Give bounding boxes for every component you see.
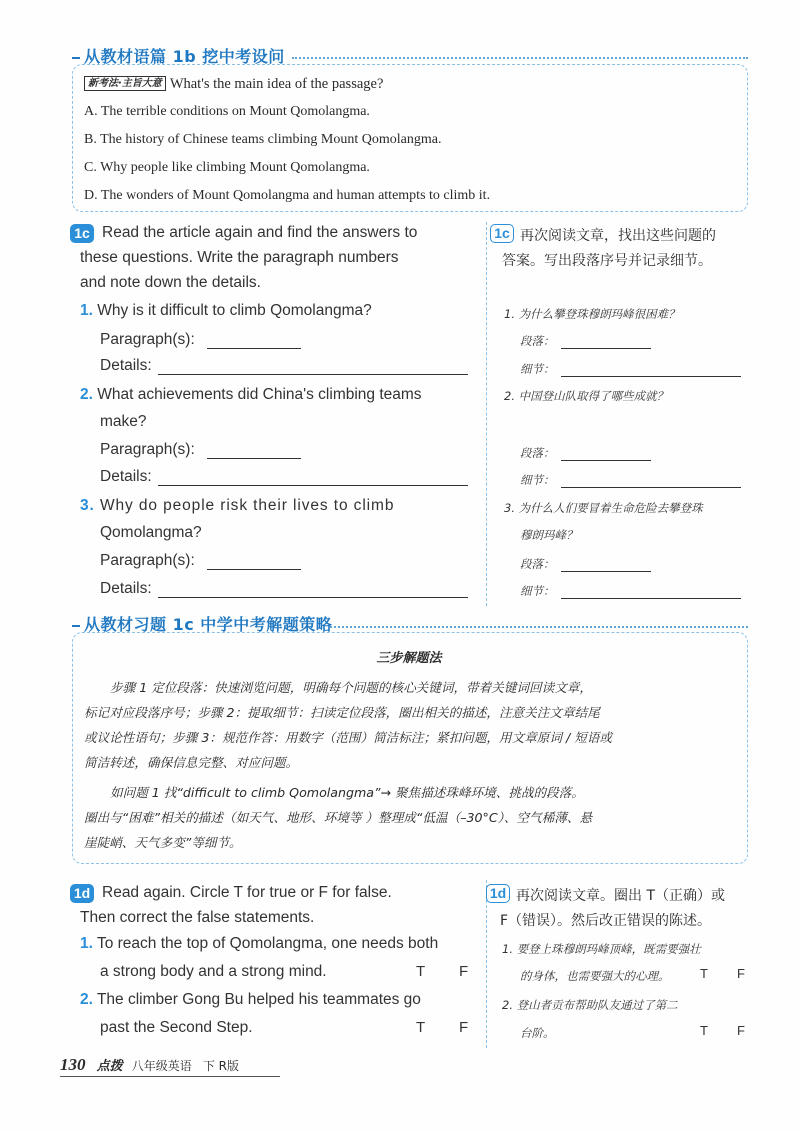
q3-details-blank[interactable] [158,597,468,598]
page-footer [60,1055,239,1075]
option-b[interactable]: B. The history of Chinese teams climbing Mount Qomolangma. [84,132,442,147]
section-title-1b: 从教材语篇 1b 挖中考设问 [72,44,285,67]
option-a[interactable]: A. The terrible conditions on Mount Qomolangma. [84,104,370,119]
q2-paragraph-blank[interactable] [207,458,301,459]
cn-q2-detail-blank[interactable] [561,487,741,488]
q1-details-blank[interactable] [158,374,468,375]
question-1c-2: 2. What achievements did China's climbing teams [80,386,422,403]
strategy-example-line-2: 圈出与“困难”相关的描述（如天气、地形、环境等 ）整理成“低温（–30°C）、空气稀薄、悬 [84,810,593,825]
footer-book: 八年级英语 [131,1059,192,1073]
f-option-1[interactable]: F [459,963,469,980]
cn-q3-detail: 细节： [520,583,741,599]
q3-paragraph-row: Paragraph(s): [100,552,301,570]
cn-f-option-1[interactable]: F [737,966,745,981]
cn-q1-detail: 细节： [520,361,741,377]
q3-paragraph-blank[interactable] [207,569,301,570]
q2-paragraph-row: Paragraph(s): [100,441,301,459]
strategy-line-1: 步骤 1 定位段落：快速浏览问题，明确每个问题的核心关键词，带着关键词回读文章， [110,680,592,695]
strategy-box-title: 三步解题法 [376,651,442,666]
option-c[interactable]: C. Why people like climbing Mount Qomolangma. [84,160,370,175]
t-option-2[interactable]: T [416,1019,426,1036]
title-dash-icon [72,57,80,59]
t-option-1[interactable]: T [416,963,426,980]
cn-statement-2a: 2. 登山者贡布帮助队友通过了第二 [502,998,678,1012]
question-1c-3: 3. Why do people risk their lives to climb [80,497,395,514]
cn-q2-para-blank[interactable] [561,460,651,461]
badge-1d: 1d [70,884,94,903]
cn-instruction-1c-a: 再次阅读文章，找出这些问题的 [520,228,716,244]
instruction-1c-line2: these questions. Write the paragraph numbers [80,249,399,266]
strategy-para-1 [84,675,736,775]
instruction-1d-b: Then correct the false statements. [80,909,315,926]
cn-q2-detail: 细节： [520,472,741,488]
strategy-line-3: 或议论性语句；步骤 3：规范作答：用数字（范围）简洁标注；紧扣问题，用文章原词 / 短语或 [84,730,613,745]
cn-instruction-1c-b: 答案。写出段落序号并记录细节。 [502,253,712,269]
strategy-example-line-1: 如问题 1 找“difficult to climb Qomolangma”→ 聚焦描述珠峰环境、挑战的段落。 [110,785,584,800]
section-title-1c-strategy: 从教材习题 1c 中学中考解题策略 [72,612,332,635]
strategy-example-line-3: 崖陡峭、天气多变”等细节。 [84,835,242,850]
f-option-2[interactable]: F [459,1019,469,1036]
cn-q2-para: 段落： [520,445,651,461]
cn-question-3b: 穆朗玛峰？ [520,528,578,542]
cn-f-option-2[interactable]: F [737,1023,745,1038]
cn-q3-detail-blank[interactable] [561,598,741,599]
title-dotline [292,57,748,59]
statement-1d-2-cont: past the Second Step. [100,1019,253,1036]
statement-1d-1-cont: a strong body and a strong mind. [100,963,327,980]
cn-question-2: 2. 中国登山队取得了哪些成就？ [504,389,669,403]
q1-paragraph-blank[interactable] [207,348,301,349]
cn-question-1: 1. 为什么攀登珠穆朗玛峰很困难？ [504,307,680,321]
cn-statement-2b: 台阶。 [520,1026,555,1040]
cn-statement-1a: 1. 要登上珠穆朗玛峰顶峰，既需要强壮 [502,942,701,956]
badge-1c-cn: 1c [490,224,514,243]
instruction-1d-a: Read again. Circle T for true or F for false. [102,884,392,901]
question-1c-3-cont: Qomolangma? [100,524,202,541]
cn-q1-detail-blank[interactable] [561,376,741,377]
cn-instruction-1d-a: 再次阅读文章。圈出 T（正确）或 [516,888,726,904]
q3-details-row: Details: [100,580,468,598]
cn-q1-para-blank[interactable] [561,348,651,349]
cn-statement-1b: 的身体，也需要强大的心理。 [520,969,670,983]
footer-brand: 点拨 [96,1059,123,1074]
cn-t-option-1[interactable]: T [700,966,708,981]
column-divider-1c [486,222,487,606]
title-dotline-2 [330,626,748,628]
column-divider-1d [486,880,487,1048]
q2-details-row: Details: [100,468,468,486]
strategy-line-4: 简洁转述，确保信息完整、对应问题。 [84,755,299,770]
cn-q1-para: 段落： [520,333,651,349]
question-1c-2-cont: make? [100,413,147,430]
option-d[interactable]: D. The wonders of Mount Qomolangma and human attempts to climb it. [84,188,491,203]
cn-t-option-2[interactable]: T [700,1023,708,1038]
question-tag: 新考法·主旨大意 [84,76,166,91]
footer-rule [60,1076,280,1077]
badge-1d-cn: 1d [486,884,510,903]
statement-1d-2: 2. The climber Gong Bu helped his teammates go [80,991,421,1008]
cn-question-3a: 3. 为什么人们要冒着生命危险去攀登珠 [504,501,703,515]
footer-edition: 下 R版 [202,1059,239,1073]
q2-details-blank[interactable] [158,485,468,486]
badge-1c: 1c [70,224,94,243]
cn-q3-para: 段落： [520,556,651,572]
strategy-line-2: 标记对应段落序号；步骤 2：提取细节：扫读定位段落，圈出相关的描述，注意关注文章结尾 [84,705,600,720]
page-number: 130 [60,1055,86,1074]
cn-q3-para-blank[interactable] [561,571,651,572]
main-idea-question: 新考法·主旨大意 What's the main idea of the passage? [84,76,383,93]
cn-instruction-1d-b: F（错误）。然后改正错误的陈述。 [500,913,712,929]
title-dash-icon-2 [72,625,80,627]
instruction-1c-line1: Read the article again and find the answers to [102,224,418,241]
question-1c-1: 1. Why is it difficult to climb Qomolangma? [80,302,372,319]
statement-1d-1: 1. To reach the top of Qomolangma, one needs both [80,935,439,952]
q1-details-row: Details: [100,357,468,375]
instruction-1c-line3: and note down the details. [80,274,261,291]
strategy-para-2 [84,780,736,855]
q1-paragraph-row: Paragraph(s): [100,331,301,349]
